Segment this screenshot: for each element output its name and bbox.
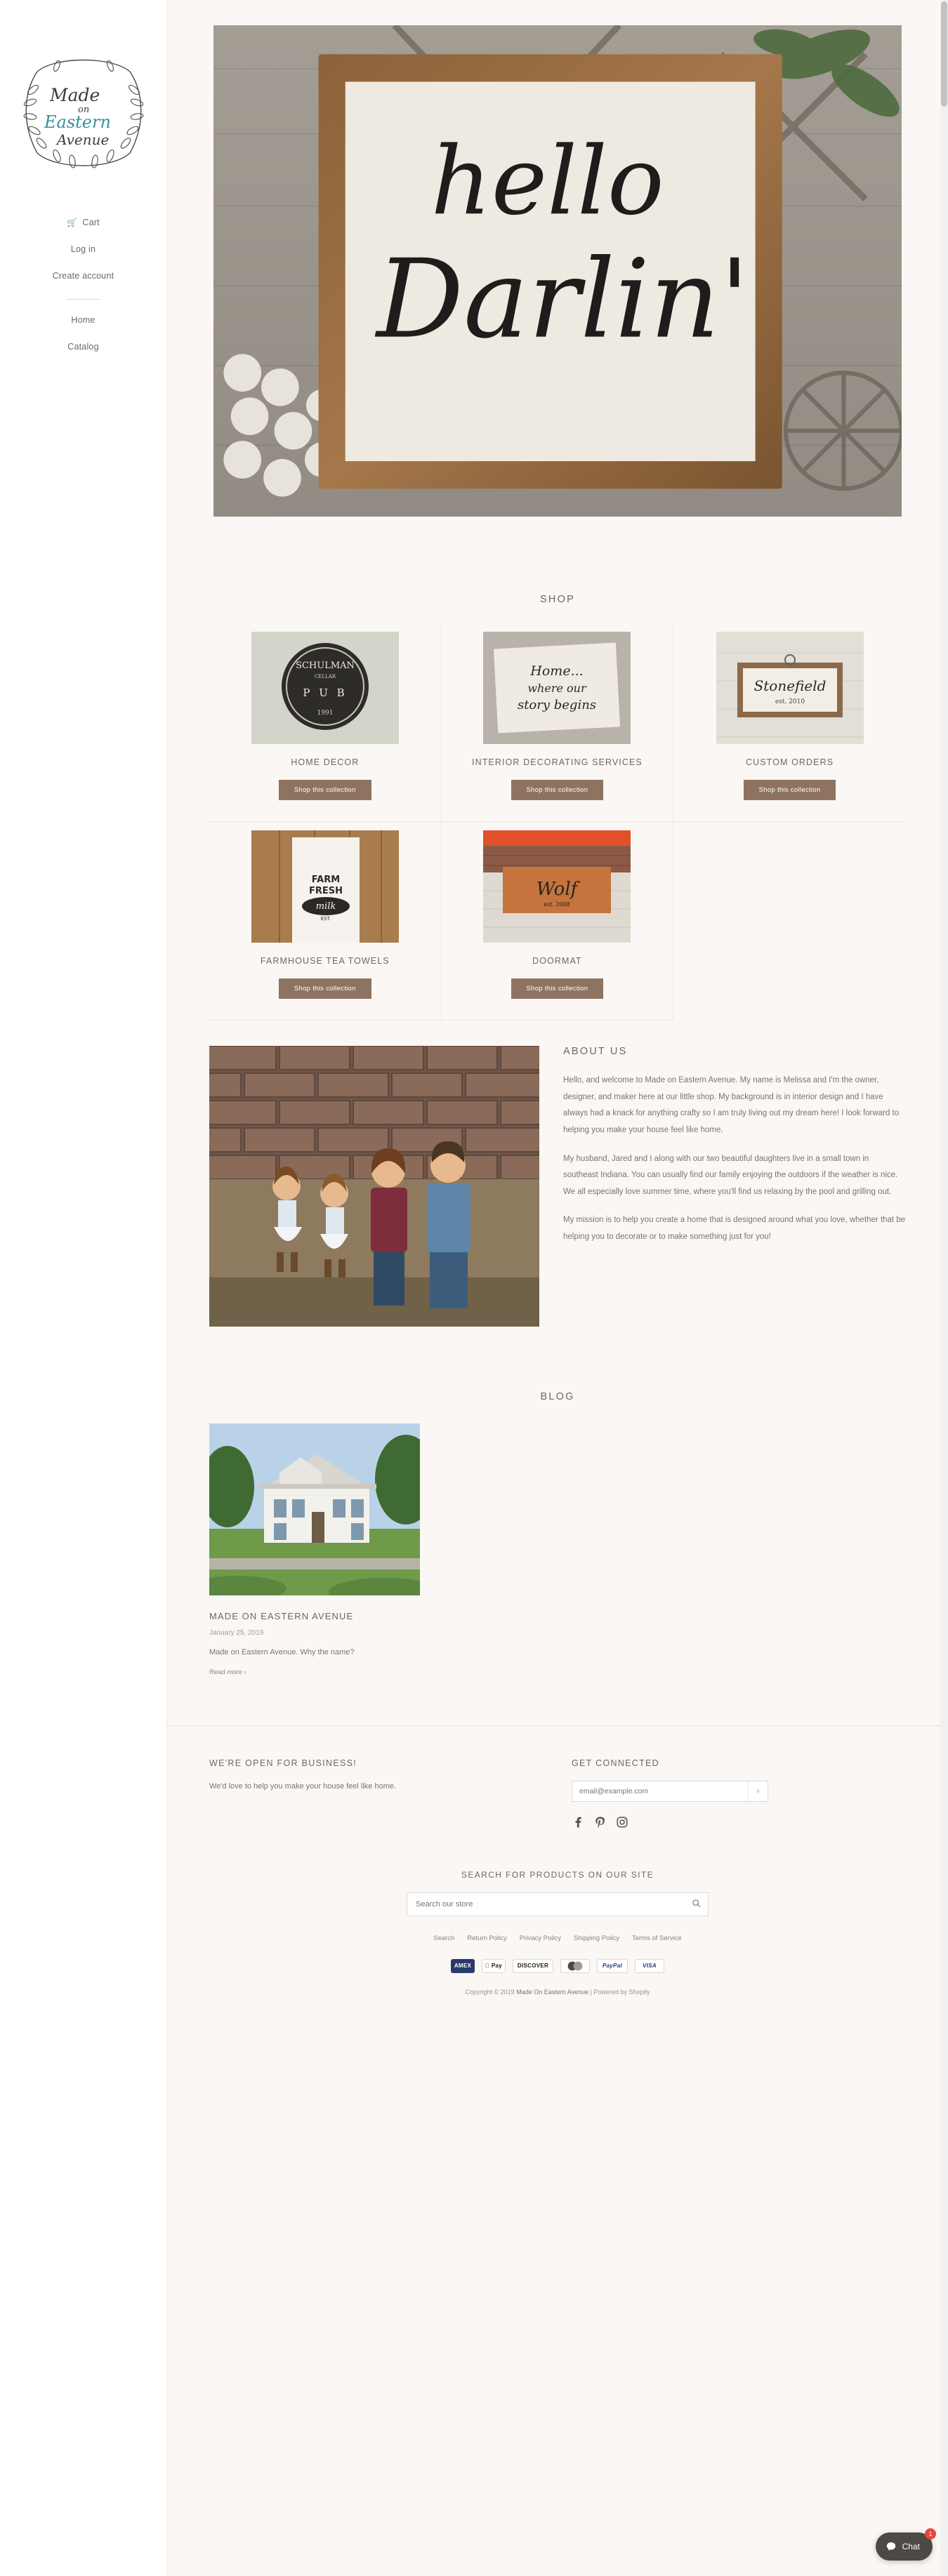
svg-text:Home...: Home...: [530, 663, 584, 679]
svg-text:milk: milk: [315, 901, 336, 912]
collection-image-custom-orders[interactable]: [716, 632, 864, 744]
footer-links: [209, 1934, 906, 1942]
search-input[interactable]: [407, 1900, 684, 1908]
site-footer: [167, 1725, 948, 2019]
chat-unread-badge: 1: [925, 2528, 936, 2540]
copyright-suffix[interactable]: | Powered by Shopify: [590, 1988, 650, 1996]
about-paragraph: Hello, and welcome to Made on Eastern Avenue. My name is Melissa and I'm the owner, designer, and maker here at our little shop. My background is in interior design and I have always had a knack for anything crafty so I am truly living out my dream here! I look forward to helping you make your house feel like home.: [563, 1076, 900, 1134]
about-image: [209, 1046, 539, 1327]
visa-icon: VISA: [635, 1959, 664, 1973]
hero-image: [213, 25, 902, 517]
svg-text:where our: where our: [527, 682, 587, 695]
logo-text-made: Made: [49, 85, 100, 105]
copyright-prefix: Copyright © 2019: [465, 1988, 515, 1996]
sidebar-item-cart-label: Cart: [82, 218, 100, 227]
logo-text-avenue: Avenue: [56, 131, 109, 148]
svg-text:P U B: P U B: [303, 686, 348, 699]
collection-title: INTERIOR DECORATING SERVICES: [472, 757, 643, 767]
shop-collection-button[interactable]: Shop this collection: [279, 978, 371, 999]
sidebar: [0, 0, 167, 2576]
copyright-store-name[interactable]: Made On Eastern Avenue: [516, 1988, 589, 1996]
about-title: ABOUT US: [563, 1046, 628, 1058]
copyright: [209, 1989, 906, 2019]
apple-pay-icon: Pay: [482, 1959, 506, 1973]
facebook-icon[interactable]: [572, 1816, 585, 1829]
main-content: [167, 0, 948, 2576]
pinterest-icon[interactable]: [593, 1816, 607, 1829]
hero-banner[interactable]: [213, 25, 902, 517]
blog-post-date: January 25, 2019: [209, 1629, 264, 1638]
footer-link-privacy-policy[interactable]: Privacy Policy: [519, 1934, 561, 1942]
blog-post-card[interactable]: [209, 1423, 420, 1676]
shop-collection-button[interactable]: Shop this collection: [511, 978, 604, 999]
footer-col-business: [209, 1758, 544, 1829]
scrollbar-thumb[interactable]: [941, 1, 947, 107]
logo-wreath-icon: [13, 32, 154, 201]
collection-grid: [209, 623, 906, 1021]
collection-card[interactable]: [209, 623, 442, 822]
mastercard-circles-icon: [563, 1961, 587, 1971]
shop-collection-button[interactable]: Shop this collection: [279, 780, 371, 800]
paypal-icon: PayPal: [597, 1959, 628, 1973]
chat-widget-button[interactable]: [876, 2532, 933, 2561]
newsletter-submit-button[interactable]: ›: [748, 1781, 768, 1801]
cart-icon: 🛒: [67, 218, 78, 227]
search-button[interactable]: [684, 1893, 708, 1916]
shopify-chat-icon: [886, 2541, 897, 2552]
collection-image-tea-towels[interactable]: [251, 830, 399, 943]
collection-card[interactable]: [673, 623, 906, 822]
footer-link-shipping-policy[interactable]: Shipping Policy: [574, 1934, 619, 1942]
svg-text:Wolf: Wolf: [536, 879, 578, 901]
blog-post-title[interactable]: MADE ON EASTERN AVENUE: [209, 1611, 354, 1622]
footer-col-connected: [572, 1758, 906, 1829]
chat-label: Chat: [902, 2542, 920, 2551]
footer-link-terms-of-service[interactable]: Terms of Service: [631, 1934, 682, 1942]
card-img-text: SCHULMAN: [295, 660, 355, 671]
newsletter-email-input[interactable]: [572, 1787, 748, 1795]
footer-columns: [209, 1758, 906, 1829]
instagram-icon[interactable]: [615, 1816, 628, 1829]
mastercard-icon: [560, 1959, 590, 1973]
svg-text:FARM: FARM: [311, 875, 341, 886]
discover-icon: DISCOVER: [513, 1959, 553, 1973]
payment-icons: [209, 1959, 906, 1973]
svg-text:est. 2008: est. 2008: [544, 901, 571, 908]
svg-text:EST.: EST.: [320, 916, 331, 922]
svg-text:Stonefield: Stonefield: [753, 677, 826, 694]
svg-text:est. 2010: est. 2010: [775, 698, 805, 705]
collection-card[interactable]: [209, 822, 442, 1021]
footer-search-heading: SEARCH FOR PRODUCTS ON OUR SITE: [461, 1869, 654, 1880]
svg-text:CELLAR: CELLAR: [314, 674, 336, 679]
hero-sign-line1: hello: [430, 126, 664, 237]
page-scrollbar[interactable]: [940, 0, 948, 2576]
collection-image-doormat[interactable]: [483, 830, 631, 943]
social-links: [572, 1816, 906, 1829]
shop-collection-button[interactable]: Shop this collection: [511, 780, 604, 800]
footer-connected-heading: GET CONNECTED: [572, 1758, 660, 1768]
logo-text-on: on: [77, 105, 89, 115]
sidebar-nav: [0, 209, 166, 360]
search-form[interactable]: [407, 1892, 709, 1916]
shop-collection-button[interactable]: Shop this collection: [744, 780, 836, 800]
sidebar-item-catalog[interactable]: Catalog: [67, 342, 99, 352]
svg-text:story begins: story begins: [518, 698, 597, 712]
collection-grid-filler: [673, 822, 906, 1021]
footer-business-text: We'd love to help you make your house feel like home.: [209, 1781, 397, 1791]
collection-title: DOORMAT: [532, 956, 582, 967]
sidebar-item-cart[interactable]: [0, 209, 166, 236]
sidebar-item-create-account[interactable]: Create account: [52, 271, 114, 281]
search-icon: [692, 1899, 701, 1908]
footer-search-section: [209, 1870, 906, 2019]
footer-business-heading: WE'RE OPEN FOR BUSINESS!: [209, 1758, 357, 1768]
svg-text:FRESH: FRESH: [308, 886, 343, 897]
top-spacer: [167, 0, 948, 14]
collection-title: CUSTOM ORDERS: [745, 757, 834, 767]
collection-title: FARMHOUSE TEA TOWELS: [260, 956, 390, 967]
blog-read-more-link[interactable]: Read more ›: [209, 1668, 246, 1676]
collection-image-home-decor[interactable]: [251, 632, 399, 744]
amex-icon: AMEX: [451, 1959, 475, 1973]
about-text: [563, 1046, 906, 1257]
sidebar-item-home[interactable]: Home: [71, 315, 96, 325]
sidebar-item-login[interactable]: Log in: [70, 244, 96, 254]
hero-sign-line2: Darlin': [376, 236, 750, 363]
newsletter-form[interactable]: [572, 1781, 768, 1802]
collection-title: HOME DECOR: [291, 757, 360, 767]
svg-text:1991: 1991: [317, 710, 334, 717]
about-paragraph: My mission is to help you create a home that is designed around what you love, whether that be helping you to decorate or to make something just for you!: [563, 1216, 906, 1241]
blog-section-title: BLOG: [540, 1391, 575, 1403]
collection-card[interactable]: [442, 623, 674, 822]
blog-section: [209, 1423, 906, 1676]
sidebar-divider: [67, 299, 100, 300]
footer-link-search[interactable]: Search: [433, 1934, 455, 1942]
shop-section-title: SHOP: [540, 594, 575, 605]
blog-post-excerpt: Made on Eastern Avenue. Why the name?: [209, 1648, 355, 1657]
about-section: [209, 1046, 906, 1327]
footer-link-return-policy[interactable]: Return Policy: [467, 1934, 507, 1942]
blog-image[interactable]: [209, 1423, 420, 1595]
site-logo[interactable]: [13, 32, 154, 201]
about-paragraph: My husband, Jared and I along with our two beautiful daughters live in a small town in southeast Indiana. You can usually find our family enjoying the outdoors if the weather is nice. We all especially love summer time, where you'll find us relaxing by the pool and grilling out.: [563, 1154, 898, 1196]
logo-text-eastern: Eastern: [44, 112, 111, 132]
collection-image-interior-decorating[interactable]: [483, 632, 631, 744]
collection-card[interactable]: [442, 822, 674, 1021]
